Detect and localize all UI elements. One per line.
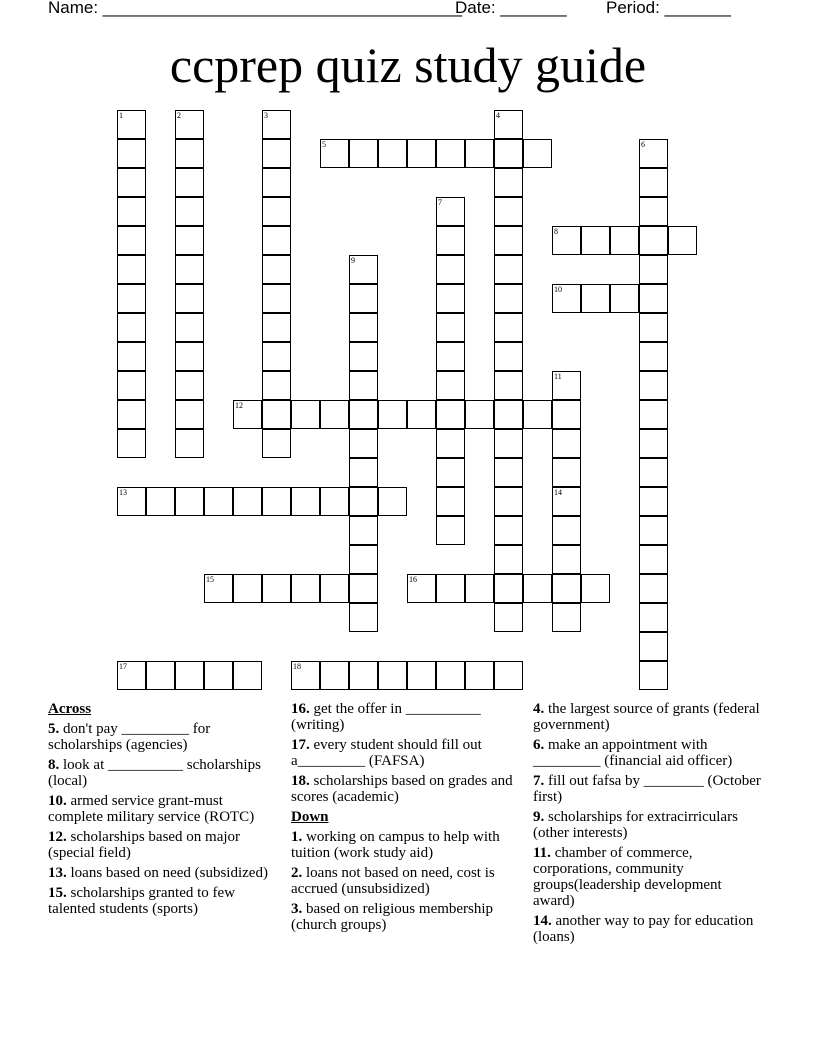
clue-item (48, 885, 280, 917)
grid-cell[interactable] (523, 400, 552, 429)
grid-cell[interactable] (639, 342, 668, 371)
grid-cell[interactable] (262, 284, 291, 313)
clue-text: scholarships for extracirriculars (other interests) (533, 809, 738, 841)
clue-number-label: 10. (48, 793, 67, 809)
clue-text: get the offer in __________ (writing) (291, 701, 481, 733)
grid-cell[interactable] (233, 574, 262, 603)
clue-item (291, 701, 523, 733)
clue-item (291, 901, 523, 933)
clue-text: don't pay _________ for scholarships (agencies) (48, 721, 211, 753)
clue-item (533, 845, 763, 909)
grid-cell[interactable] (262, 371, 291, 400)
grid-cell[interactable] (436, 226, 465, 255)
grid-cell[interactable] (639, 313, 668, 342)
grid-cell[interactable] (494, 487, 523, 516)
grid-cell[interactable] (117, 255, 146, 284)
grid-cell[interactable] (494, 516, 523, 545)
grid-cell[interactable] (494, 139, 523, 168)
clue-item (291, 737, 523, 769)
grid-cell[interactable] (639, 400, 668, 429)
grid-cell[interactable] (407, 139, 436, 168)
across-clue-list-continued (291, 701, 523, 805)
clue-item (48, 721, 280, 753)
grid-cell[interactable] (117, 487, 146, 516)
clue-number-label: 8. (48, 757, 60, 773)
grid-cell[interactable] (349, 516, 378, 545)
grid-cell[interactable] (494, 197, 523, 226)
grid-cell[interactable] (117, 400, 146, 429)
grid-cell[interactable] (175, 371, 204, 400)
grid-cell[interactable] (291, 661, 320, 690)
grid-cell[interactable] (204, 574, 233, 603)
clue-number-label: 7. (533, 773, 545, 789)
clue-item (291, 829, 523, 861)
grid-cell[interactable] (465, 139, 494, 168)
grid-cell[interactable] (233, 661, 262, 690)
grid-cell[interactable] (262, 197, 291, 226)
grid-cell[interactable] (175, 661, 204, 690)
grid-cell[interactable] (436, 429, 465, 458)
grid-cell[interactable] (175, 313, 204, 342)
grid-cell[interactable] (436, 458, 465, 487)
clue-number-label: 17. (291, 737, 310, 753)
grid-cell[interactable] (175, 342, 204, 371)
clue-number-label: 12. (48, 829, 67, 845)
grid-cell[interactable] (436, 516, 465, 545)
grid-cell[interactable] (668, 226, 697, 255)
grid-cell[interactable] (407, 661, 436, 690)
grid-cell[interactable] (639, 661, 668, 690)
grid-cell[interactable] (117, 168, 146, 197)
grid-cell[interactable] (320, 487, 349, 516)
grid-cell[interactable] (262, 342, 291, 371)
clues-column-3 (533, 701, 763, 949)
grid-cell[interactable] (639, 574, 668, 603)
grid-cell[interactable] (639, 284, 668, 313)
grid-cell[interactable] (523, 574, 552, 603)
grid-cell[interactable] (639, 371, 668, 400)
grid-cell[interactable] (639, 603, 668, 632)
grid-cell[interactable] (291, 574, 320, 603)
clues-column-1 (48, 701, 280, 921)
clue-number-label: 16. (291, 701, 310, 717)
grid-cell[interactable] (175, 110, 204, 139)
grid-cell[interactable] (552, 458, 581, 487)
clue-number-label: 5. (48, 721, 60, 737)
clue-number: 15 (206, 575, 214, 584)
grid-cell[interactable] (436, 487, 465, 516)
grid-cell[interactable] (639, 632, 668, 661)
grid-cell[interactable] (581, 574, 610, 603)
clue-text: every student should fill out a_________ (FAFSA) (291, 737, 482, 769)
grid-cell[interactable] (494, 400, 523, 429)
grid-cell[interactable] (552, 371, 581, 400)
clue-number: 11 (554, 372, 562, 381)
grid-cell[interactable] (117, 197, 146, 226)
clue-text: loans based on need (subsidized) (66, 865, 268, 881)
clue-number: 2 (177, 111, 181, 120)
clue-text: based on religious membership (church groups) (291, 901, 494, 933)
clues-column-2 (291, 701, 523, 937)
grid-cell[interactable] (494, 255, 523, 284)
clue-number-label: 13. (48, 865, 67, 881)
grid-cell[interactable] (349, 458, 378, 487)
clue-number: 16 (409, 575, 417, 584)
grid-cell[interactable] (581, 226, 610, 255)
grid-cell[interactable] (436, 313, 465, 342)
grid-cell[interactable] (349, 487, 378, 516)
grid-cell[interactable] (262, 168, 291, 197)
across-heading: Across (48, 701, 92, 717)
clue-text: fill out fafsa by ________ (October first) (533, 773, 761, 805)
clue-item (291, 865, 523, 897)
grid-cell[interactable] (349, 284, 378, 313)
grid-cell[interactable] (349, 545, 378, 574)
clue-item (533, 773, 763, 805)
clue-number: 14 (554, 488, 562, 497)
grid-cell[interactable] (349, 574, 378, 603)
grid-cell[interactable] (465, 661, 494, 690)
clue-number-label: 14. (533, 913, 552, 929)
clue-text: armed service grant-must complete military service (ROTC) (48, 793, 255, 825)
grid-cell[interactable] (117, 139, 146, 168)
clue-text: scholarships based on major (special field) (48, 829, 241, 861)
grid-cell[interactable] (378, 487, 407, 516)
clue-item (48, 829, 280, 861)
grid-cell[interactable] (262, 429, 291, 458)
clue-item (291, 773, 523, 805)
grid-cell[interactable] (262, 255, 291, 284)
grid-cell[interactable] (494, 313, 523, 342)
down-clue-list-continued (533, 701, 763, 945)
clue-text: another way to pay for education (loans) (533, 913, 754, 945)
clue-number: 10 (554, 285, 562, 294)
clue-text: scholarships based on grades and scores (academic) (291, 773, 513, 805)
grid-cell[interactable] (175, 400, 204, 429)
grid-cell[interactable] (552, 516, 581, 545)
clue-text: loans not based on need, cost is accrued (unsubsidized) (291, 865, 495, 897)
clue-text: scholarships granted to few talented students (sports) (48, 885, 236, 917)
grid-cell[interactable] (175, 429, 204, 458)
grid-cell[interactable] (175, 226, 204, 255)
clue-number: 12 (235, 401, 243, 410)
clue-text: the largest source of grants (federal government) (533, 701, 760, 733)
grid-cell[interactable] (639, 168, 668, 197)
grid-cell[interactable] (117, 284, 146, 313)
grid-cell[interactable] (436, 139, 465, 168)
clue-number: 8 (554, 227, 558, 236)
grid-cell[interactable] (436, 661, 465, 690)
grid-cell[interactable] (639, 226, 668, 255)
grid-cell[interactable] (494, 371, 523, 400)
grid-cell[interactable] (378, 139, 407, 168)
grid-cell[interactable] (349, 371, 378, 400)
grid-cell[interactable] (639, 197, 668, 226)
grid-cell[interactable] (175, 168, 204, 197)
clue-number: 5 (322, 140, 326, 149)
clue-item (48, 865, 280, 881)
grid-cell[interactable] (262, 313, 291, 342)
grid-cell[interactable] (639, 429, 668, 458)
clue-number-label: 4. (533, 701, 545, 717)
clue-number: 17 (119, 662, 127, 671)
grid-cell[interactable] (262, 139, 291, 168)
grid-cell[interactable] (436, 284, 465, 313)
grid-cell[interactable] (407, 400, 436, 429)
grid-cell[interactable] (436, 255, 465, 284)
grid-cell[interactable] (552, 400, 581, 429)
grid-cell[interactable] (146, 661, 175, 690)
clue-number: 9 (351, 256, 355, 265)
grid-cell[interactable] (465, 574, 494, 603)
grid-cell[interactable] (494, 110, 523, 139)
grid-cell[interactable] (552, 226, 581, 255)
grid-cell[interactable] (639, 255, 668, 284)
clue-number: 13 (119, 488, 127, 497)
grid-cell[interactable] (320, 139, 349, 168)
grid-cell[interactable] (494, 284, 523, 313)
grid-cell[interactable] (349, 400, 378, 429)
grid-cell[interactable] (233, 487, 262, 516)
grid-cell[interactable] (581, 284, 610, 313)
grid-cell[interactable] (436, 371, 465, 400)
down-heading: Down (291, 809, 329, 825)
clue-text: working on campus to help with tuition (work study aid) (291, 829, 500, 861)
down-clue-list (291, 829, 523, 933)
grid-cell[interactable] (117, 342, 146, 371)
grid-cell[interactable] (494, 661, 523, 690)
grid-cell[interactable] (552, 545, 581, 574)
grid-cell[interactable] (610, 226, 639, 255)
grid-cell[interactable] (175, 197, 204, 226)
grid-cell[interactable] (262, 574, 291, 603)
grid-cell[interactable] (436, 400, 465, 429)
grid-cell[interactable] (291, 400, 320, 429)
across-clue-list (48, 721, 280, 917)
grid-cell[interactable] (610, 284, 639, 313)
clue-number-label: 11. (533, 845, 551, 861)
clue-number-label: 2. (291, 865, 303, 881)
grid-cell[interactable] (117, 313, 146, 342)
clue-item (48, 793, 280, 825)
grid-cell[interactable] (639, 139, 668, 168)
grid-cell[interactable] (117, 371, 146, 400)
clue-text: look at __________ scholarships (local) (48, 757, 261, 789)
grid-cell[interactable] (291, 487, 320, 516)
grid-cell[interactable] (320, 400, 349, 429)
clue-number: 4 (496, 111, 500, 120)
grid-cell[interactable] (494, 168, 523, 197)
grid-cell[interactable] (494, 429, 523, 458)
grid-cell[interactable] (117, 661, 146, 690)
grid-cell[interactable] (465, 400, 494, 429)
grid-cell[interactable] (204, 487, 233, 516)
grid-cell[interactable] (436, 197, 465, 226)
grid-cell[interactable] (407, 574, 436, 603)
grid-cell[interactable] (204, 661, 233, 690)
grid-cell[interactable] (175, 139, 204, 168)
grid-cell[interactable] (175, 255, 204, 284)
clue-item (533, 913, 763, 945)
grid-cell[interactable] (349, 255, 378, 284)
period-field-label[interactable]: Period: _______ (606, 0, 731, 17)
clue-number-label: 1. (291, 829, 303, 845)
clue-text: chamber of commerce, corporations, community groups(leadership development award) (533, 845, 722, 909)
clue-item (48, 757, 280, 789)
grid-cell[interactable] (552, 429, 581, 458)
clue-number: 7 (438, 198, 442, 207)
grid-cell[interactable] (262, 226, 291, 255)
clue-item (533, 809, 763, 841)
grid-cell[interactable] (117, 110, 146, 139)
grid-cell[interactable] (494, 574, 523, 603)
grid-cell[interactable] (523, 139, 552, 168)
grid-cell[interactable] (175, 284, 204, 313)
clue-number-label: 3. (291, 901, 303, 917)
clue-item (533, 701, 763, 733)
clue-number-label: 9. (533, 809, 545, 825)
grid-cell[interactable] (494, 458, 523, 487)
grid-cell[interactable] (262, 400, 291, 429)
grid-cell[interactable] (349, 661, 378, 690)
clue-number-label: 6. (533, 737, 545, 753)
grid-cell[interactable] (349, 342, 378, 371)
grid-cell[interactable] (436, 574, 465, 603)
grid-cell[interactable] (639, 487, 668, 516)
grid-cell[interactable] (494, 342, 523, 371)
grid-cell[interactable] (175, 487, 204, 516)
grid-cell[interactable] (262, 110, 291, 139)
grid-cell[interactable] (494, 226, 523, 255)
clue-item (533, 737, 763, 769)
grid-cell[interactable] (552, 284, 581, 313)
page-title: ccprep quiz study guide (169, 37, 647, 93)
clue-number-label: 15. (48, 885, 67, 901)
grid-cell[interactable] (117, 429, 146, 458)
date-field-label[interactable]: Date: _______ (455, 0, 567, 17)
clue-number: 3 (264, 111, 268, 120)
clue-number: 1 (119, 111, 123, 120)
grid-cell[interactable] (320, 574, 349, 603)
clue-number: 18 (293, 662, 301, 671)
grid-cell[interactable] (349, 429, 378, 458)
grid-cell[interactable] (494, 545, 523, 574)
grid-cell[interactable] (436, 342, 465, 371)
grid-cell[interactable] (378, 661, 407, 690)
clue-number-label: 18. (291, 773, 310, 789)
grid-cell[interactable] (552, 574, 581, 603)
clue-number: 6 (641, 140, 645, 149)
grid-cell[interactable] (349, 139, 378, 168)
grid-cell[interactable] (320, 661, 349, 690)
grid-cell[interactable] (494, 603, 523, 632)
grid-cell[interactable] (117, 226, 146, 255)
grid-cell[interactable] (552, 603, 581, 632)
grid-cell[interactable] (262, 487, 291, 516)
grid-cell[interactable] (639, 458, 668, 487)
grid-cell[interactable] (146, 487, 175, 516)
clue-text: make an appointment with _________ (financial aid officer) (533, 737, 733, 769)
grid-cell[interactable] (639, 516, 668, 545)
grid-cell[interactable] (378, 400, 407, 429)
grid-cell[interactable] (639, 545, 668, 574)
grid-cell[interactable] (233, 400, 262, 429)
grid-cell[interactable] (349, 313, 378, 342)
name-field-label[interactable]: Name: ______________________________________ (48, 0, 463, 17)
grid-cell[interactable] (552, 487, 581, 516)
grid-cell[interactable] (349, 603, 378, 632)
